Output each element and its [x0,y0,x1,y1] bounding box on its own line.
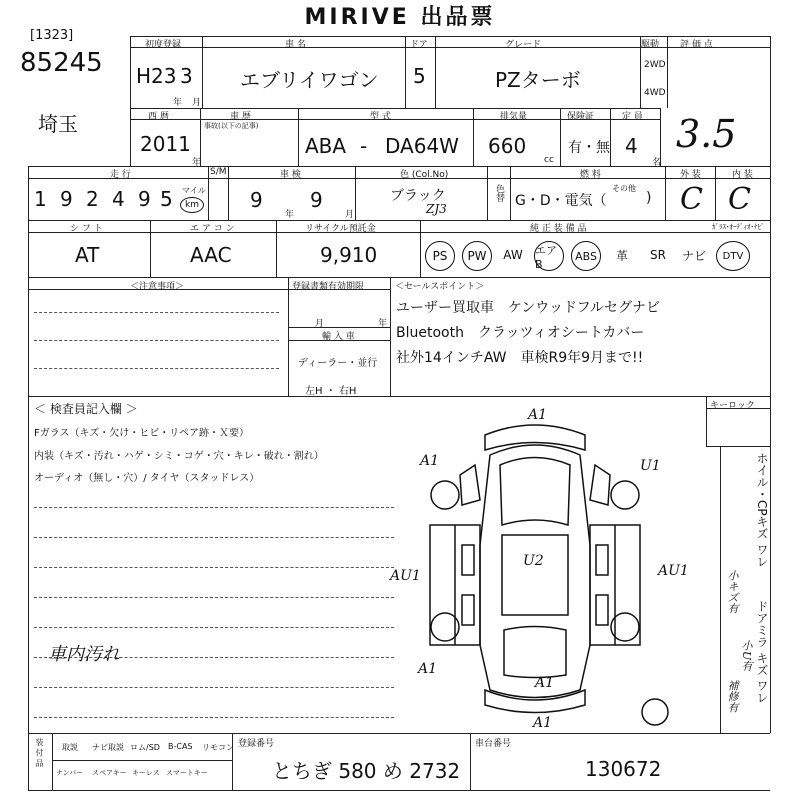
year-west-unit: 年 [192,158,202,168]
chassis-number: 130672 [585,757,662,781]
label-meter: S/M [210,167,227,177]
label-inspector: ＜ 検査員記入欄 ＞ [34,402,138,416]
model-value: DA64W [385,134,459,158]
label-reg-expiry: 登録書類有効期限 [292,282,365,292]
equipment-item: エアB [534,241,564,271]
model-dash: - [360,134,368,158]
damage-mark: A1 [533,715,553,731]
equipment-item: 革 [615,248,628,263]
equipment-item: SR [650,248,666,262]
mileage-digit: 5 [160,187,173,211]
label-ext: 外 装 [680,170,701,180]
capacity-value: 4 [625,134,638,158]
inspection-month-unit: 月 [345,210,355,220]
damage-mark: AU1 [390,568,421,584]
label-drive: 駆動 [641,40,660,50]
color-number: ZJ3 [426,202,447,216]
sidebar-note: 補修有 [726,680,739,713]
inspector-audio: オーディオ（無し・穴）/ タイヤ（スタッドレス） [34,473,260,484]
header-title: MIRIVE 出品票 [304,5,496,30]
equipment-item: ナビ [681,248,706,263]
ext-grade: C [680,182,703,217]
accessory-item: 取説 [62,743,78,752]
accessory-item: ナンバー [56,769,84,777]
equipment-item: PW [462,241,492,271]
label-inspection: 車 検 [280,170,301,180]
label-first-reg: 初度登録 [145,40,182,50]
label-personal-note: 事故(以下の記事) [204,122,259,130]
label-import: 輸 入 車 [322,332,355,342]
damage-mark: A1 [420,453,440,469]
accessory-item: リモコン [202,743,234,752]
label-doors: ドア [410,40,428,50]
accessory-item: ロム/SD [130,743,160,752]
grade-value: PZターボ [495,68,581,92]
label-recycle: リサイクル預託金 [305,224,376,234]
equipment-item: ABS [571,241,601,271]
displacement-unit: cc [544,155,554,165]
label-shift: シ フ ト [70,224,103,234]
km-unit-circled: km [180,197,204,213]
fuel-options-close: ) [646,190,652,206]
mileage-digit: 2 [86,187,99,211]
car-name: エブリイワゴン [240,68,379,92]
label-year-west: 西 暦 [148,112,169,122]
label-fuel: 燃 料 [580,170,601,180]
label-sales-points: ＜セールスポイント＞ [395,282,485,292]
capacity-unit: 名 [652,158,662,168]
label-score: 評 価 点 [680,40,713,50]
label-model: 型 式 [370,112,391,122]
mileage-digit: 9 [60,187,73,211]
lot-bracket-number: [1323] [30,28,74,43]
shift-value: AT [75,243,100,267]
recycle-fee-value: 9,910 [320,243,378,267]
label-equipment: 純 正 装 備 品 [530,224,587,234]
label-tv: ｶﾞﾗｽ･ｵｰﾃﾞｨｵ･ﾅﾋﾞ [712,223,765,231]
damage-mark: A1 [418,661,438,677]
label-capacity: 定 員 [622,112,643,122]
damage-mark: AU1 [658,563,689,579]
damage-mark: U2 [523,553,544,569]
inspector-fglass: Fガラス（キズ・欠け・ヒビ・リペア跡・Ｘ要） [34,428,250,439]
label-grade: グレード [505,40,542,50]
score-value: 3.5 [676,112,737,156]
label-history: 車 歴 [230,112,251,122]
inspection-month: 9 [310,188,323,212]
label-mileage: 走 行 [110,170,131,180]
accessory-item: スペアキー [92,769,127,777]
sales-point-line: 社外14インチAW 車検R9年9月まで!! [396,350,644,366]
label-chassis: 車台番号 [475,739,512,749]
first-reg-month-unit: 月 [192,98,202,108]
drive-4wd: 4WD [644,88,666,98]
sidebar-note: 小キズ有 [726,570,739,614]
label-ac: エ ア コ ン [190,224,235,234]
year-west-value: 2011 [140,132,191,156]
ac-value: AAC [190,243,232,267]
damage-mark: A1 [535,675,555,691]
insurance-value: 有・無 [568,140,610,156]
registration-plate: とちぎ 580 め 2732 [272,759,461,783]
int-grade: C [728,182,751,217]
reg-expiry-month: 月 [315,319,325,329]
sidebar-wheel-label: ホイル・CPキズ ワレ [755,452,769,568]
dealer-option: ディーラー・並行 [298,358,378,369]
sales-point-line: Bluetooth クラッツィオシートカバー [396,325,645,341]
damage-mark: U1 [640,458,661,474]
sidebar-note: 小U有 [740,640,753,672]
label-insurance: 保険証 [567,112,595,122]
equipment-item: DTV [716,241,750,271]
mile-unit: マイル [182,186,206,195]
model-prefix: ABA [305,134,347,158]
lot-region: 埼玉 [38,112,78,136]
lot-number: 85245 [20,48,103,78]
mileage-digit: 1 [34,187,47,211]
label-notes: ＜注意事項＞ [130,282,185,292]
doors-value: 5 [413,64,426,88]
inspection-year-unit: 年 [285,210,295,220]
color-sub-label: 色替 [494,184,504,202]
inspector-handwritten-note: 車内汚れ [48,644,120,665]
label-displacement: 排気量 [500,112,528,122]
label-car-name: 車 名 [285,40,306,50]
label-reg-no: 登録番号 [238,739,275,749]
mileage-digit: 4 [112,187,125,211]
accessory-item: スマートキー [166,769,208,777]
accessory-item: キーレス [132,769,160,777]
accessory-item: ナビ取説 [92,743,124,752]
sales-point-line: ユーザー買取車 ケンウッドフルセグナビ [396,300,661,316]
color-value: ブラック [390,188,446,204]
sidebar-mirror-label: ドアミラ キズ ワレ [755,600,769,704]
label-int: 内 装 [732,170,753,180]
handle-option: 左H ・ 右H [305,386,357,397]
first-reg-era: H23 [136,64,177,88]
inspector-interior: 内装（キズ・汚れ・ハゲ・シミ・コゲ・穴・キレ・破れ・割れ） [34,451,324,462]
inspection-year: 9 [250,188,263,212]
fuel-options: G・D・電気（ [515,193,607,209]
accessory-item: B-CAS [168,742,193,751]
car-damage-diagram [390,405,700,735]
displacement-value: 660 [488,134,527,158]
fuel-other-label: その他 [612,184,636,193]
reg-expiry-day: 年 [378,319,388,329]
label-keylock: キーロック [710,401,755,411]
first-reg-year-unit: 年 [173,98,183,108]
equipment-item: PS [425,241,455,271]
label-color: 色 (Col.No) [400,170,449,180]
first-reg-month: 3 [180,64,193,88]
mileage-digit: 9 [138,187,151,211]
drive-2wd: 2WD [644,60,666,70]
equipment-item: AW [503,248,523,262]
label-accessories: 装 付 品 [35,738,44,768]
damage-mark: A1 [528,407,548,423]
